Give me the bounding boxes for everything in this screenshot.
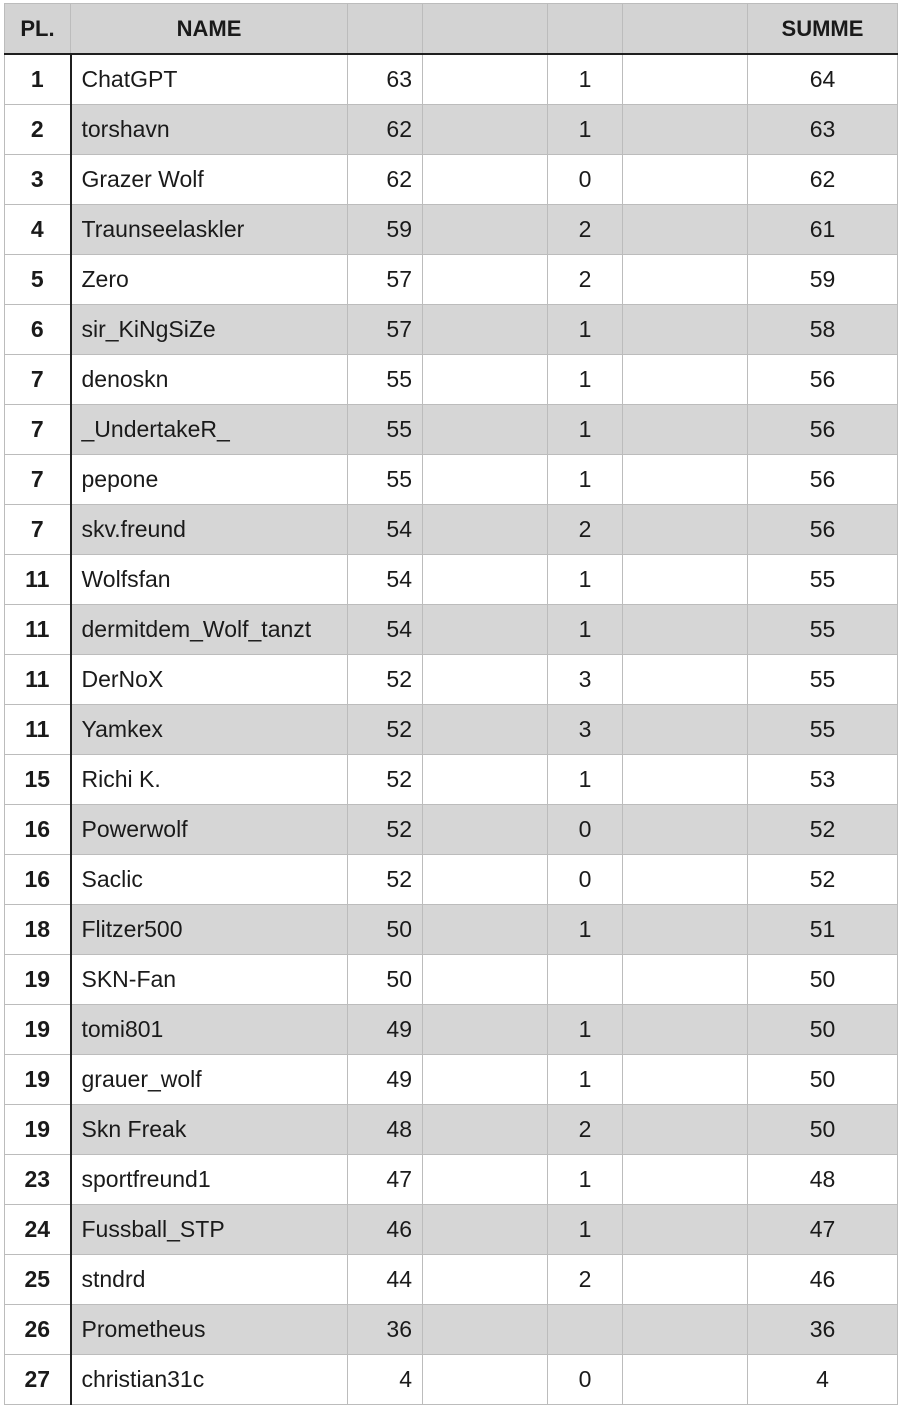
empty-cell	[423, 255, 548, 305]
name-cell: torshavn	[71, 105, 348, 155]
empty-cell	[423, 105, 548, 155]
bonus-cell: 2	[548, 255, 623, 305]
empty-cell	[623, 1055, 748, 1105]
place-cell: 24	[5, 1205, 71, 1255]
empty-cell	[623, 155, 748, 205]
place-cell: 2	[5, 105, 71, 155]
bonus-cell: 2	[548, 1105, 623, 1155]
empty-cell	[623, 755, 748, 805]
sum-cell: 52	[748, 855, 898, 905]
name-cell: Prometheus	[71, 1305, 348, 1355]
points-cell: 54	[348, 505, 423, 555]
table-row	[5, 805, 898, 855]
empty-cell	[423, 905, 548, 955]
table-row	[5, 1355, 898, 1405]
place-cell: 6	[5, 305, 71, 355]
bonus-cell: 2	[548, 1255, 623, 1305]
empty-cell	[423, 405, 548, 455]
place-cell: 15	[5, 755, 71, 805]
empty-cell	[423, 1255, 548, 1305]
name-cell: sir_KiNgSiZe	[71, 305, 348, 355]
table-row	[5, 705, 898, 755]
points-cell: 55	[348, 355, 423, 405]
empty-cell	[423, 1005, 548, 1055]
bonus-cell	[548, 955, 623, 1005]
name-cell: stndrd	[71, 1255, 348, 1305]
bonus-cell: 1	[548, 905, 623, 955]
header-col5	[548, 4, 623, 55]
empty-cell	[623, 805, 748, 855]
empty-cell	[623, 54, 748, 105]
place-cell: 19	[5, 955, 71, 1005]
sum-cell: 50	[748, 955, 898, 1005]
points-cell: 48	[348, 1105, 423, 1155]
place-cell: 3	[5, 155, 71, 205]
sum-cell: 51	[748, 905, 898, 955]
table-row	[5, 155, 898, 205]
points-cell: 4	[348, 1355, 423, 1405]
empty-cell	[423, 1155, 548, 1205]
points-cell: 55	[348, 455, 423, 505]
bonus-cell: 1	[548, 1005, 623, 1055]
points-cell: 52	[348, 755, 423, 805]
place-cell: 19	[5, 1055, 71, 1105]
sum-cell: 55	[748, 655, 898, 705]
table-row	[5, 955, 898, 1005]
table-row	[5, 1305, 898, 1355]
bonus-cell: 1	[548, 405, 623, 455]
name-cell: pepone	[71, 455, 348, 505]
points-cell: 52	[348, 855, 423, 905]
sum-cell: 48	[748, 1155, 898, 1205]
empty-cell	[623, 605, 748, 655]
place-cell: 4	[5, 205, 71, 255]
empty-cell	[623, 505, 748, 555]
name-cell: Skn Freak	[71, 1105, 348, 1155]
place-cell: 19	[5, 1105, 71, 1155]
empty-cell	[423, 505, 548, 555]
points-cell: 44	[348, 1255, 423, 1305]
table-row	[5, 655, 898, 705]
table-row	[5, 1205, 898, 1255]
points-cell: 52	[348, 655, 423, 705]
empty-cell	[623, 1255, 748, 1305]
points-cell: 49	[348, 1055, 423, 1105]
table-row	[5, 105, 898, 155]
empty-cell	[423, 155, 548, 205]
name-cell: ChatGPT	[71, 54, 348, 105]
name-cell: DerNoX	[71, 655, 348, 705]
table-row	[5, 1255, 898, 1305]
sum-cell: 47	[748, 1205, 898, 1255]
name-cell: Traunseelaskler	[71, 205, 348, 255]
empty-cell	[423, 355, 548, 405]
points-cell: 50	[348, 955, 423, 1005]
empty-cell	[623, 205, 748, 255]
name-cell: Flitzer500	[71, 905, 348, 955]
header-col4	[423, 4, 548, 55]
bonus-cell: 0	[548, 855, 623, 905]
header-row	[5, 4, 898, 55]
name-cell: tomi801	[71, 1005, 348, 1055]
bonus-cell	[548, 1305, 623, 1355]
place-cell: 7	[5, 355, 71, 405]
sum-cell: 46	[748, 1255, 898, 1305]
name-cell: skv.freund	[71, 505, 348, 555]
place-cell: 19	[5, 1005, 71, 1055]
empty-cell	[623, 905, 748, 955]
sum-cell: 59	[748, 255, 898, 305]
table-row	[5, 555, 898, 605]
points-cell: 62	[348, 155, 423, 205]
header-place: PL.	[5, 4, 71, 55]
empty-cell	[623, 955, 748, 1005]
place-cell: 16	[5, 855, 71, 905]
header-sum: SUMME	[748, 4, 898, 55]
place-cell: 27	[5, 1355, 71, 1405]
name-cell: _UndertakeR_	[71, 405, 348, 455]
empty-cell	[623, 305, 748, 355]
empty-cell	[423, 955, 548, 1005]
place-cell: 11	[5, 705, 71, 755]
bonus-cell: 2	[548, 205, 623, 255]
empty-cell	[623, 855, 748, 905]
bonus-cell: 1	[548, 54, 623, 105]
empty-cell	[423, 805, 548, 855]
bonus-cell: 0	[548, 805, 623, 855]
place-cell: 16	[5, 805, 71, 855]
table-row	[5, 1005, 898, 1055]
empty-cell	[623, 1305, 748, 1355]
table-row	[5, 355, 898, 405]
sum-cell: 58	[748, 305, 898, 355]
bonus-cell: 3	[548, 705, 623, 755]
table-row	[5, 605, 898, 655]
points-cell: 57	[348, 305, 423, 355]
points-cell: 52	[348, 705, 423, 755]
bonus-cell: 1	[548, 605, 623, 655]
sum-cell: 56	[748, 505, 898, 555]
points-cell: 54	[348, 605, 423, 655]
table-row	[5, 54, 898, 105]
empty-cell	[423, 855, 548, 905]
sum-cell: 55	[748, 705, 898, 755]
bonus-cell: 1	[548, 1055, 623, 1105]
standings-table	[4, 3, 898, 1405]
place-cell: 11	[5, 655, 71, 705]
bonus-cell: 1	[548, 305, 623, 355]
name-cell: Richi K.	[71, 755, 348, 805]
bonus-cell: 0	[548, 1355, 623, 1405]
header-col6	[623, 4, 748, 55]
points-cell: 55	[348, 405, 423, 455]
empty-cell	[423, 1355, 548, 1405]
sum-cell: 36	[748, 1305, 898, 1355]
bonus-cell: 1	[548, 455, 623, 505]
empty-cell	[423, 54, 548, 105]
bonus-cell: 1	[548, 105, 623, 155]
empty-cell	[623, 105, 748, 155]
name-cell: Zero	[71, 255, 348, 305]
sum-cell: 61	[748, 205, 898, 255]
bonus-cell: 3	[548, 655, 623, 705]
name-cell: SKN-Fan	[71, 955, 348, 1005]
points-cell: 49	[348, 1005, 423, 1055]
place-cell: 11	[5, 555, 71, 605]
sum-cell: 56	[748, 405, 898, 455]
points-cell: 62	[348, 105, 423, 155]
table-row	[5, 905, 898, 955]
bonus-cell: 0	[548, 155, 623, 205]
points-cell: 63	[348, 54, 423, 105]
table-row	[5, 1155, 898, 1205]
empty-cell	[423, 305, 548, 355]
table-row	[5, 305, 898, 355]
table-row	[5, 755, 898, 805]
place-cell: 26	[5, 1305, 71, 1355]
sum-cell: 56	[748, 455, 898, 505]
empty-cell	[423, 1205, 548, 1255]
sum-cell: 56	[748, 355, 898, 405]
empty-cell	[423, 455, 548, 505]
points-cell: 47	[348, 1155, 423, 1205]
name-cell: Yamkex	[71, 705, 348, 755]
empty-cell	[423, 1305, 548, 1355]
sum-cell: 62	[748, 155, 898, 205]
points-cell: 50	[348, 905, 423, 955]
name-cell: Saclic	[71, 855, 348, 905]
place-cell: 5	[5, 255, 71, 305]
table-row	[5, 1105, 898, 1155]
bonus-cell: 1	[548, 1155, 623, 1205]
empty-cell	[623, 1155, 748, 1205]
name-cell: Fussball_STP	[71, 1205, 348, 1255]
empty-cell	[623, 1105, 748, 1155]
place-cell: 7	[5, 405, 71, 455]
empty-cell	[423, 655, 548, 705]
name-cell: grauer_wolf	[71, 1055, 348, 1105]
empty-cell	[623, 655, 748, 705]
table-row	[5, 205, 898, 255]
points-cell: 36	[348, 1305, 423, 1355]
place-cell: 1	[5, 54, 71, 105]
sum-cell: 53	[748, 755, 898, 805]
place-cell: 7	[5, 455, 71, 505]
points-cell: 46	[348, 1205, 423, 1255]
empty-cell	[623, 455, 748, 505]
points-cell: 54	[348, 555, 423, 605]
sum-cell: 50	[748, 1055, 898, 1105]
empty-cell	[623, 405, 748, 455]
table-row	[5, 455, 898, 505]
empty-cell	[423, 605, 548, 655]
sum-cell: 52	[748, 805, 898, 855]
empty-cell	[423, 755, 548, 805]
empty-cell	[423, 1055, 548, 1105]
points-cell: 52	[348, 805, 423, 855]
name-cell: Wolfsfan	[71, 555, 348, 605]
empty-cell	[623, 1005, 748, 1055]
points-cell: 59	[348, 205, 423, 255]
empty-cell	[623, 705, 748, 755]
empty-cell	[623, 1205, 748, 1255]
points-cell: 57	[348, 255, 423, 305]
place-cell: 7	[5, 505, 71, 555]
name-cell: sportfreund1	[71, 1155, 348, 1205]
empty-cell	[623, 1355, 748, 1405]
bonus-cell: 1	[548, 555, 623, 605]
header-col3	[348, 4, 423, 55]
place-cell: 18	[5, 905, 71, 955]
table-row	[5, 855, 898, 905]
sum-cell: 50	[748, 1005, 898, 1055]
empty-cell	[423, 705, 548, 755]
place-cell: 23	[5, 1155, 71, 1205]
name-cell: Powerwolf	[71, 805, 348, 855]
sum-cell: 50	[748, 1105, 898, 1155]
table-row	[5, 405, 898, 455]
name-cell: Grazer Wolf	[71, 155, 348, 205]
bonus-cell: 2	[548, 505, 623, 555]
table-row	[5, 505, 898, 555]
empty-cell	[623, 355, 748, 405]
empty-cell	[623, 555, 748, 605]
sum-cell: 64	[748, 54, 898, 105]
place-cell: 11	[5, 605, 71, 655]
sum-cell: 63	[748, 105, 898, 155]
bonus-cell: 1	[548, 1205, 623, 1255]
sum-cell: 55	[748, 605, 898, 655]
empty-cell	[423, 205, 548, 255]
sum-cell: 55	[748, 555, 898, 605]
name-cell: dermitdem_Wolf_tanzt	[71, 605, 348, 655]
name-cell: christian31c	[71, 1355, 348, 1405]
table-row	[5, 255, 898, 305]
place-cell: 25	[5, 1255, 71, 1305]
name-cell: denoskn	[71, 355, 348, 405]
empty-cell	[423, 1105, 548, 1155]
bonus-cell: 1	[548, 755, 623, 805]
empty-cell	[623, 255, 748, 305]
header-name: NAME	[71, 4, 348, 55]
table-row	[5, 1055, 898, 1105]
bonus-cell: 1	[548, 355, 623, 405]
empty-cell	[423, 555, 548, 605]
sum-cell: 4	[748, 1355, 898, 1405]
